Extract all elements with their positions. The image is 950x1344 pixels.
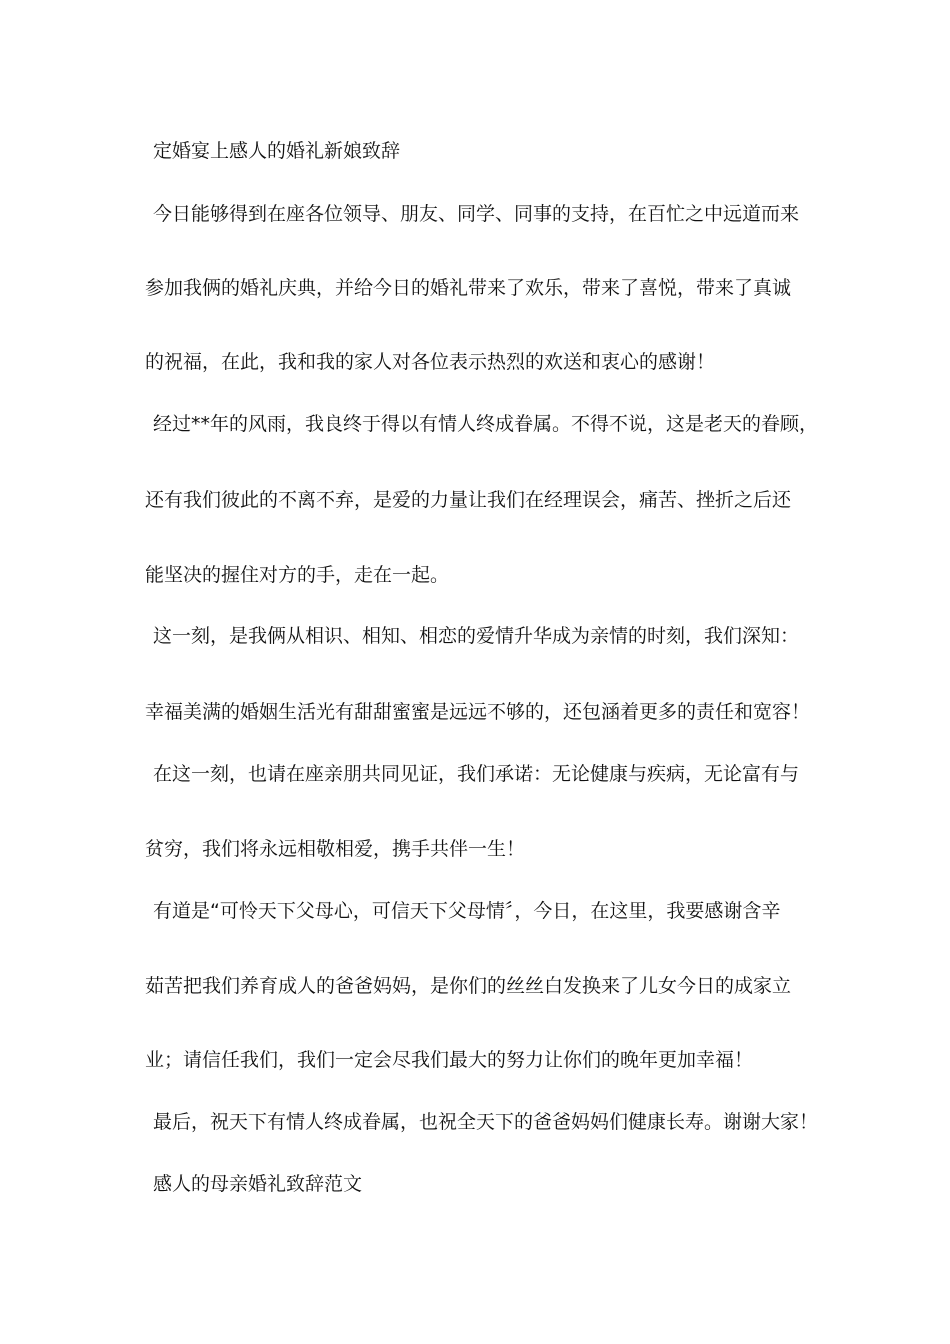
paragraph-1-line-3: 的祝福，在此，我和我的家人对各位表示热烈的欢送和衷心的感谢！ [145,351,716,373]
paragraph-4-line-1: 在这一刻，也请在座亲朋共同见证，我们承诺：无论健康与疾病，无论富有与 [153,763,800,785]
paragraph-5-line-3: 业；请信任我们，我们一定会尽我们最大的努力让你们的晚年更加幸福！ [145,1049,754,1071]
paragraph-1-line-2: 参加我俩的婚礼庆典，并给今日的婚礼带来了欢乐，带来了喜悦，带来了真诚 [145,277,792,299]
paragraph-2-line-1: 经过**年的风雨，我良终于得以有情人终成眷属。不得不说，这是老天的眷顾， [153,413,819,435]
document-title: 定婚宴上感人的婚礼新娘致辞 [153,140,401,162]
paragraph-6-line-1: 最后，祝天下有情人终成眷属，也祝全天下的爸爸妈妈们健康长寿。谢谢大家！ [153,1111,819,1133]
paragraph-1-line-1: 今日能够得到在座各位领导、朋友、同学、同事的支持，在百忙之中远道而来 [153,203,800,225]
paragraph-5-line-2: 茹苦把我们养育成人的爸爸妈妈，是你们的丝丝白发换来了儿女今日的成家立 [145,975,792,997]
next-section-heading: 感人的母亲婚礼致辞范文 [153,1173,363,1195]
paragraph-3-line-2: 幸福美满的婚姻生活光有甜甜蜜蜜是远远不够的，还包涵着更多的责任和宽容！ [145,701,811,723]
paragraph-2-line-2: 还有我们彼此的不离不弃，是爱的力量让我们在经理误会，痛苦、挫折之后还 [145,489,792,511]
paragraph-3-line-1: 这一刻，是我俩从相识、相知、相恋的爱情升华成为亲情的时刻，我们深知： [153,625,800,647]
paragraph-2-line-3: 能坚决的握住对方的手，走在一起。 [145,564,450,586]
paragraph-5-line-1: 有道是“可怜天下父母心，可信天下父母情〞，今日，在这里，我要感谢含辛 [153,900,781,922]
paragraph-4-line-2: 贫穷，我们将永远相敬相爱，携手共伴一生！ [145,838,526,860]
